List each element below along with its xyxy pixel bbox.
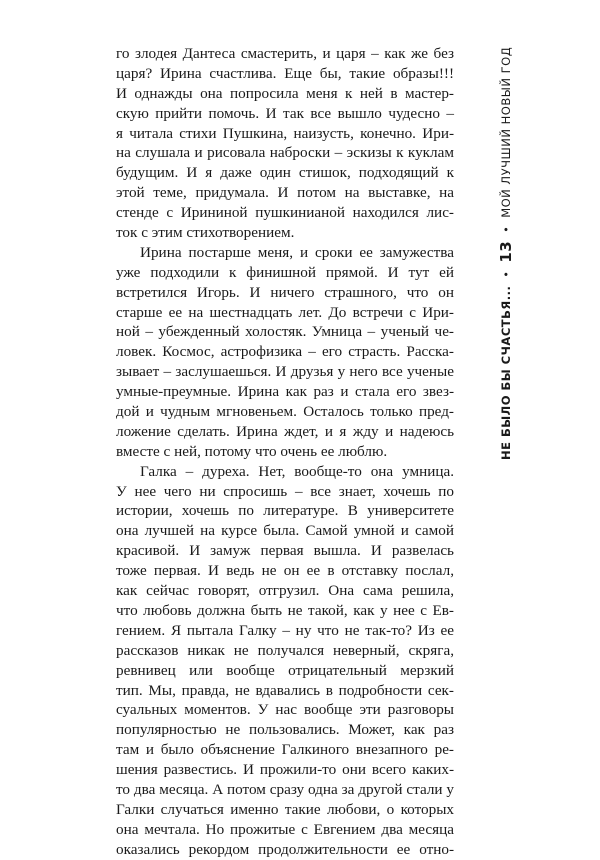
text-line: встретился Игорь. И ничего страшного, что он <box>116 283 454 301</box>
text-line: старше ее на шестнадцать лет. До встречи с Ири- <box>116 303 454 321</box>
separator-bullet: • <box>499 270 513 278</box>
text-line: она мечтала. Но прожитые с Евгением два месяца <box>116 820 454 838</box>
text-line: истории, хочешь по литературе. В университете <box>116 502 454 520</box>
text-line: царя? Ирина счастлива. Еще бы, такие образы!!! <box>116 64 454 82</box>
text-line: тоже первая. И ведь не он ее в отставку послал, <box>116 562 454 580</box>
text-line: Галка – дуреха. Нет, вообще-то она умница. <box>140 462 454 480</box>
text-line: вместе с ней, потому что очень ее люблю. <box>116 442 388 460</box>
page-number: 13 <box>497 240 515 263</box>
text-line: ложение сделать. Ирина ждет, и я жду и надеюсь <box>116 422 454 440</box>
text-line: умные-преумные. Ирина как раз и стала его звез- <box>116 383 454 401</box>
body-text <box>116 44 454 860</box>
text-line: Галки случаться именно такие любови, о которых <box>116 800 454 818</box>
text-line: го злодея Дантеса смастерить, и царя – как же без <box>116 45 454 62</box>
text-line: будущим. И я даже один стишок, подходящий к <box>116 164 454 182</box>
text-line: то два месяца. А потом сразу одна за другой стали у <box>116 780 454 798</box>
text-line: дой и чудным мгновеньем. Осталось только пред- <box>116 403 454 421</box>
text-line: рассказов никак не получался неверный, скряга, <box>116 641 454 659</box>
text-line: я читала стихи Пушкина, наизусть, конечно. Ири- <box>116 124 454 142</box>
running-header <box>462 46 515 460</box>
text-line: тип. Мы, правда, не вдавались в подробности сек- <box>116 681 454 699</box>
text-line: уже подходили к финишной прямой. И тут ей <box>116 263 454 281</box>
text-line: И однажды она попросила меня к ней в мастер- <box>116 84 454 102</box>
text-line: суальных моментов. У нас вообще эти разговоры <box>116 701 454 719</box>
text-line: Ирина постарше меня, и сроки ее замужества <box>140 243 454 261</box>
separator-bullet: • <box>499 225 513 233</box>
running-header-text <box>491 46 521 460</box>
text-line: на слушала и рисовала наброски – эскизы к куклам <box>116 144 454 162</box>
story-title: МОЙ ЛУЧШИЙ НОВЫЙ ГОД <box>499 46 513 218</box>
book-title: НЕ БЫЛО БЫ СЧАСТЬЯ... <box>499 285 513 460</box>
text-line: ной – убежденный холостяк. Умница – ученый че- <box>116 323 454 341</box>
text-line: У нее чего ни спросишь – все знает, хочешь по <box>116 482 454 500</box>
text-line: ток с этим стихотворением. <box>116 224 295 242</box>
text-line: скую прийти помочь. И так все вышло чудесно – <box>116 104 454 122</box>
text-line: оказались рекордом продолжительности ее отно- <box>116 840 454 858</box>
text-line: там и было объяснение Галкиного внезапного ре- <box>116 741 454 759</box>
text-line: стенде с Ирининой пушкинианой находился лис- <box>116 204 454 222</box>
text-line: этой теме, придумала. И потом на выставке, на <box>116 184 454 202</box>
text-line: как сейчас говорят, отгрузил. Она сама решила, <box>116 582 454 600</box>
text-line: красивой. И замуж первая вышла. И развелась <box>116 542 454 560</box>
text-line: зывает – заслушаешься. И друзья у него все ученые <box>116 363 454 381</box>
text-line: ловек. Космос, астрофизика – его страсть. Расска- <box>116 343 454 361</box>
text-line: шения развестись. И прожили-то они всего каких- <box>116 761 454 779</box>
text-line: ревнивец или вообще отрицательный мерзкий <box>116 661 454 679</box>
text-line: гением. Я пытала Галку – ну что не так-то? Из ее <box>116 621 454 639</box>
text-line: она лучшей на курсе была. Самой умной и самой <box>116 522 454 540</box>
text-line: популярностью не пользовались. Может, как раз <box>116 721 454 739</box>
text-line: что любовь должна быть не такой, как у нее с Ев- <box>116 601 454 619</box>
